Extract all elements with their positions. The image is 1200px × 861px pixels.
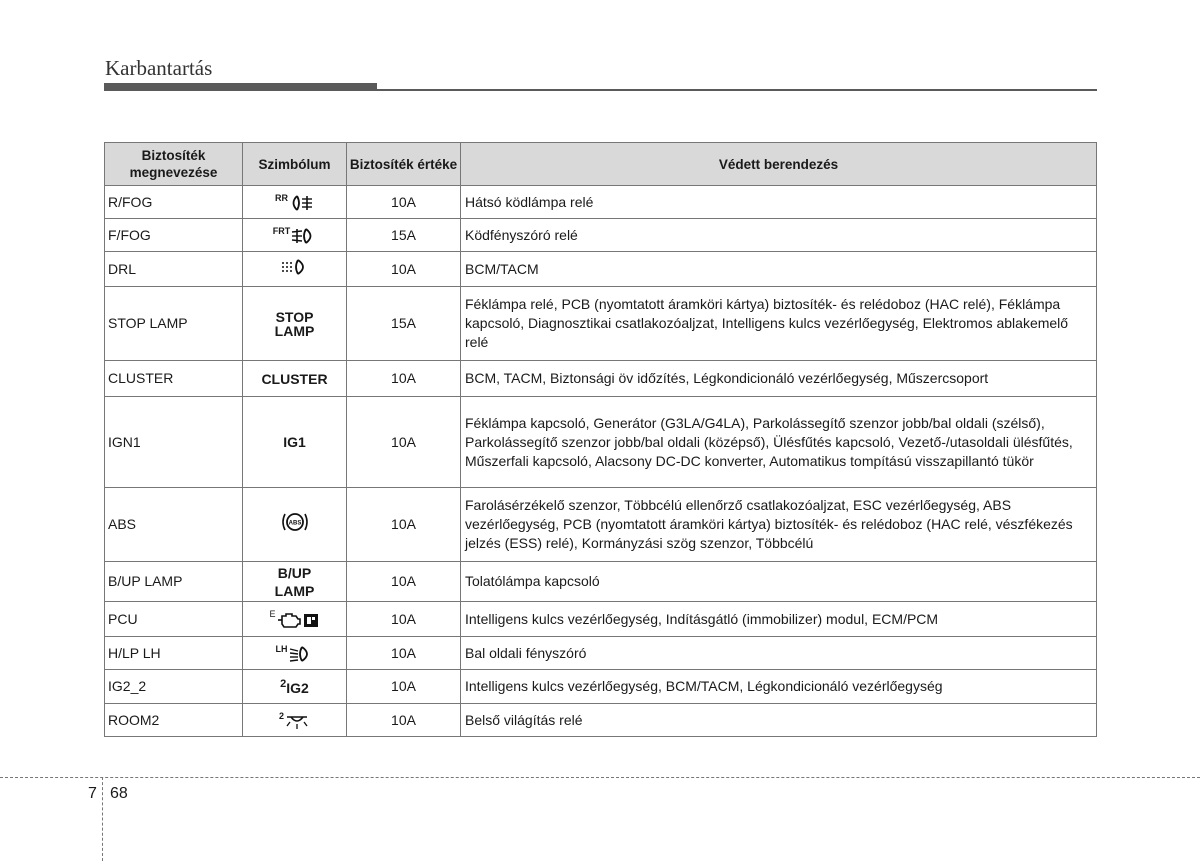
engine-immobilizer-icon	[269, 610, 319, 630]
footer-vertical-divider	[102, 777, 103, 861]
symbol-cell	[243, 186, 347, 219]
symbol-cell	[243, 562, 347, 602]
fuse-value: 15A	[347, 287, 461, 361]
table-row	[105, 488, 1097, 562]
abs-icon	[280, 510, 310, 534]
header-protected-device: Védett berendezés	[461, 143, 1097, 186]
symbol-label: RR	[275, 192, 288, 203]
symbol-label: LH	[275, 643, 288, 654]
header-fuse-value: Biztosíték értéke	[347, 143, 461, 186]
room-lamp-icon	[279, 712, 310, 731]
fuse-name: DRL	[105, 252, 243, 287]
footer-divider	[0, 777, 1200, 778]
protected-device: Féklámpa relé, PCB (nyomtatott áramköri kártya) biztosíték- és relédoboz (HAC relé), Féklámpa kapcsoló, Diagnosztikai csatlakozóaljzat, Intelligens kulcs vezérlőegység, Elektromos ablakemelő relé	[461, 287, 1097, 361]
ig2-symbol	[280, 678, 309, 697]
fuse-name: H/LP LH	[105, 637, 243, 670]
table-row	[105, 562, 1097, 602]
fuse-name: ABS	[105, 488, 243, 562]
header-fuse-name: Biztosíték megnevezése	[105, 143, 243, 186]
protected-device: Belső világítás relé	[461, 704, 1097, 737]
fuse-table	[104, 142, 1097, 737]
protected-device: Bal oldali fényszóró	[461, 637, 1097, 670]
fuse-value: 10A	[347, 704, 461, 737]
fuse-value: 10A	[347, 488, 461, 562]
fuse-value: 10A	[347, 602, 461, 637]
symbol-cell	[243, 602, 347, 637]
header-symbol: Szimbólum	[243, 143, 347, 186]
protected-device: Hátsó ködlámpa relé	[461, 186, 1097, 219]
symbol-cell	[243, 488, 347, 562]
table-row	[105, 219, 1097, 252]
symbol-cell	[243, 219, 347, 252]
front-fog-lamp-icon	[273, 227, 317, 246]
symbol-cell	[243, 704, 347, 737]
protected-device: BCM/TACM	[461, 252, 1097, 287]
symbol-cell	[243, 637, 347, 670]
symbol-cell	[243, 361, 347, 397]
headlamp-icon	[276, 645, 314, 664]
symbol-cell	[243, 670, 347, 704]
fuse-value: 10A	[347, 397, 461, 488]
fuse-value: 10A	[347, 186, 461, 219]
fuse-name: CLUSTER	[105, 361, 243, 397]
fuse-name: IG2_2	[105, 670, 243, 704]
fuse-name: ROOM2	[105, 704, 243, 737]
table-row	[105, 186, 1097, 219]
symbol-cell	[243, 287, 347, 361]
fuse-name: STOP LAMP	[105, 287, 243, 361]
symbol-label: 2	[278, 710, 284, 721]
drl-icon	[280, 258, 310, 276]
table-row	[105, 637, 1097, 670]
symbol-text: STOP LAMP	[274, 308, 315, 339]
symbol-label: FRT	[272, 225, 291, 236]
fuse-name: F/FOG	[105, 219, 243, 252]
fuse-name: B/UP LAMP	[105, 562, 243, 602]
fuse-value: 10A	[347, 670, 461, 704]
protected-device: Ködfényszóró relé	[461, 219, 1097, 252]
symbol-text: IG2	[286, 679, 309, 696]
protected-device: Féklámpa kapcsoló, Generátor (G3LA/G4LA), Parkolássegítő szenzor jobb/bal oldali (szélső), Parkolássegítő szenzor jobb/bal oldali (középső), Ülésfűtés kapcsoló, Vezető-/utasoldali ülésfűtés, Műszerfali kapcsoló, Alacsony DC-DC konverter, Automatikus tompítású visszapillantó tükör	[461, 397, 1097, 488]
chapter-number: 7	[88, 785, 97, 802]
fuse-value: 10A	[347, 252, 461, 287]
protected-device: Intelligens kulcs vezérlőegység, BCM/TACM, Légkondicionáló vezérlőegység	[461, 670, 1097, 704]
symbol-cell	[243, 252, 347, 287]
page-title: Karbantartás	[105, 56, 213, 80]
fuse-value: 10A	[347, 637, 461, 670]
table-row	[105, 287, 1097, 361]
fuse-value: 15A	[347, 219, 461, 252]
table-row	[105, 602, 1097, 637]
fuse-value: 10A	[347, 361, 461, 397]
protected-device: Tolatólámpa kapcsoló	[461, 562, 1097, 602]
protected-device: Intelligens kulcs vezérlőegység, Indításgátló (immobilizer) modul, ECM/PCM	[461, 602, 1097, 637]
symbol-text: CLUSTER	[261, 370, 328, 387]
fuse-name: PCU	[105, 602, 243, 637]
fuse-name: R/FOG	[105, 186, 243, 219]
symbol-label: E	[269, 609, 276, 620]
fuse-value: 10A	[347, 562, 461, 602]
symbol-text: B/UP LAMP	[274, 564, 315, 599]
table-row	[105, 252, 1097, 287]
symbol-cell	[243, 397, 347, 488]
page-number: 68	[110, 785, 128, 802]
symbol-text: IG1	[283, 434, 306, 450]
table-row	[105, 397, 1097, 488]
header-rule-thin	[104, 89, 1097, 91]
table-row	[105, 670, 1097, 704]
protected-device: BCM, TACM, Biztonsági öv időzítés, Légkondicionáló vezérlőegység, Műszercsoport	[461, 361, 1097, 397]
symbol-superscript: 2	[280, 678, 287, 690]
table-header-row	[105, 143, 1097, 186]
abs-label: ABS	[288, 520, 301, 527]
protected-device: Farolásérzékelő szenzor, Többcélú ellenőrző csatlakozóaljzat, ESC vezérlőegység, ABS vezérlőegység, PCB (nyomtatott áramköri kártya) biztosíték- és relédoboz (HAC relé, vészfékezés jelzés (ESS) relé), Kormányzási szög szenzor, Többcélú	[461, 488, 1097, 562]
rear-fog-lamp-icon	[275, 194, 314, 213]
table-row	[105, 704, 1097, 737]
table-row	[105, 361, 1097, 397]
fuse-name: IGN1	[105, 397, 243, 488]
